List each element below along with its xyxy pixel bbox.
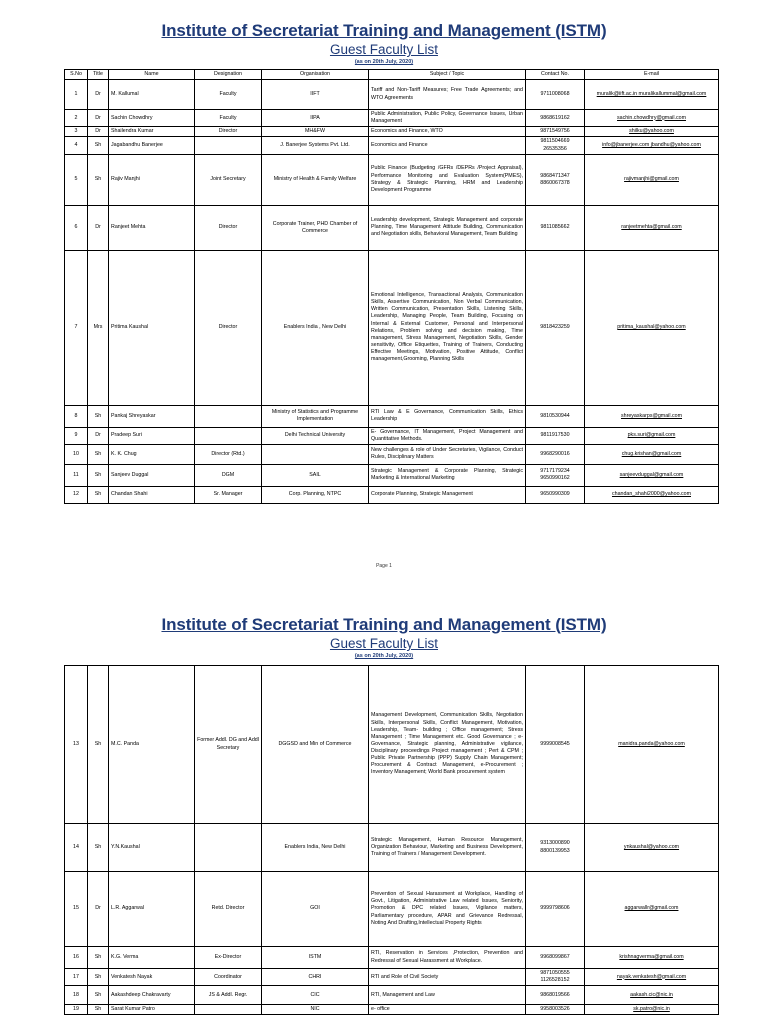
document-page-2 [0, 600, 768, 1024]
cell-sno: 3 [65, 127, 88, 137]
cell-contact: 9999008545 [526, 666, 585, 824]
cell-email[interactable]: pritima_kaushal@yahoo.com [585, 250, 719, 405]
cell-subject: Corporate Planning, Strategic Management [369, 486, 526, 503]
cell-sno: 12 [65, 486, 88, 503]
cell-subject: Public Finance (Budgeting /GFRs /DEPRs /Project Appraisal), Performance Monitoring and Evaluation System(PMES), Strategy & Strategic Planning, HRM and Leadership Development Programme [369, 154, 526, 205]
cell-name: Shailendra Kumar [109, 127, 195, 137]
table-header-row [65, 70, 719, 80]
cell-name: Chandan Shahi [109, 486, 195, 503]
cell-organisation: Enablers India, New Delhi [262, 824, 369, 872]
as-on-date: (as on 20th July, 2020) [354, 653, 414, 659]
cell-sno: 16 [65, 947, 88, 969]
cell-organisation: IIFT [262, 80, 369, 110]
cell-name: M.C. Panda [109, 666, 195, 824]
table-row [65, 137, 719, 154]
cell-contact: 9871050555 1126528152 [526, 969, 585, 986]
cell-organisation: Enablers India , New Delhi [262, 250, 369, 405]
cell-subject: Prevention of Sexual Harassment at Workplace, Handling of Govt., Litigation, Administrative Law related Issues, Seniority, Promotion & DPC related Issues, Vigilance matters, Parliamentary procedure, APAR and Grievance Redressal, Noting And Drafting,Intellectual Property Rights [369, 872, 526, 947]
cell-contact: 9871549756 [526, 127, 585, 137]
cell-name: Sachin Chowdhry [109, 110, 195, 127]
cell-email[interactable]: sk.patro@nic.in [585, 1005, 719, 1015]
cell-name: Pritima Kaushal [109, 250, 195, 405]
cell-contact: 9868619162 [526, 110, 585, 127]
table-row [65, 947, 719, 969]
cell-sno: 14 [65, 824, 88, 872]
cell-organisation: CHRI [262, 969, 369, 986]
cell-sno: 15 [65, 872, 88, 947]
cell-subject: RTI, Management and Law [369, 986, 526, 1005]
table-row [65, 464, 719, 486]
cell-contact: 9968099867 [526, 947, 585, 969]
cell-subject: e- office [369, 1005, 526, 1015]
cell-sno: 10 [65, 444, 88, 464]
table-row [65, 666, 719, 824]
document-subtitle: Guest Faculty List [329, 42, 439, 57]
header-contact: Contact No. [526, 70, 585, 80]
cell-organisation: Ministry of Health & Family Welfare [262, 154, 369, 205]
document-title: Institute of Secretariat Training and Management (ISTM) [161, 615, 607, 634]
cell-name: K. K. Chug [109, 444, 195, 464]
cell-subject: Economics and Finance [369, 137, 526, 154]
cell-organisation: IIPA [262, 110, 369, 127]
document-subtitle: Guest Faculty List [329, 636, 439, 651]
cell-designation [195, 137, 262, 154]
header-name: Name [109, 70, 195, 80]
cell-designation: Ex-Director [195, 947, 262, 969]
cell-email[interactable]: info@jbanerjee.com jbandhu@yahoo.com [585, 137, 719, 154]
cell-title: Sh [88, 947, 109, 969]
cell-organisation: Corp. Planning, NTPC [262, 486, 369, 503]
cell-sno: 1 [65, 80, 88, 110]
cell-sno: 7 [65, 250, 88, 405]
cell-organisation: Corporate Trainer, PHD Chamber of Commerce [262, 205, 369, 250]
cell-title: Sh [88, 986, 109, 1005]
cell-contact: 9868019566 [526, 986, 585, 1005]
cell-sno: 2 [65, 110, 88, 127]
faculty-table [64, 665, 719, 1015]
page-number: Page 1 [376, 563, 392, 569]
cell-title: Dr [88, 110, 109, 127]
cell-organisation: J. Banerjee Systems Pvt. Ltd. [262, 137, 369, 154]
cell-sno: 6 [65, 205, 88, 250]
cell-designation [195, 824, 262, 872]
cell-organisation: GOI [262, 872, 369, 947]
cell-organisation: NIC [262, 1005, 369, 1015]
header-title: Title [88, 70, 109, 80]
table-row [65, 110, 719, 127]
cell-organisation [262, 444, 369, 464]
cell-subject: Leadership development, Strategic Management and corporate Planning, Time Management Attitude Building, Communication and Negotiation skills, Behavioral Management, Team Building [369, 205, 526, 250]
faculty-table [64, 69, 719, 504]
cell-subject: New challenges & role of Under Secretaries, Vigilance, Conduct Rules, Disciplinary Matters [369, 444, 526, 464]
cell-title: Sh [88, 154, 109, 205]
cell-title: Sh [88, 1005, 109, 1015]
cell-designation: DGM [195, 464, 262, 486]
cell-sno: 8 [65, 405, 88, 427]
table-row [65, 486, 719, 503]
cell-title: Sh [88, 969, 109, 986]
cell-organisation: CIC [262, 986, 369, 1005]
cell-email[interactable]: muralik@iift.ac.in muralikallummal@gmail.com [585, 80, 719, 110]
cell-name: Rajiv Manjhi [109, 154, 195, 205]
cell-designation: JS & Addl. Regr. [195, 986, 262, 1005]
table-row [65, 444, 719, 464]
cell-email[interactable]: aggarwallr@gmail.com [585, 872, 719, 947]
cell-organisation: Ministry of Statistics and Programme Implementation [262, 405, 369, 427]
table-row [65, 872, 719, 947]
cell-email[interactable]: nayak.venkatesh@gmail.com [585, 969, 719, 986]
cell-designation: Former Addl. DG and Addl Secretary [195, 666, 262, 824]
cell-email[interactable]: chandan_shahi2000@yahoo.com [585, 486, 719, 503]
cell-title: Sh [88, 137, 109, 154]
cell-designation: Director (Rtd.) [195, 444, 262, 464]
cell-organisation: Delhi Technical University [262, 427, 369, 444]
cell-contact: 9968290016 [526, 444, 585, 464]
cell-subject: Strategic Management & Corporate Planning, Strategic Marketing & International Marketing [369, 464, 526, 486]
cell-title: Dr [88, 427, 109, 444]
cell-contact: 9818423259 [526, 250, 585, 405]
cell-sno: 9 [65, 427, 88, 444]
cell-subject: Emotional Intelligence, Transactional Analysis, Communication Skills, Assertive Communication, Non Verbal Communication, Written Communication, Presentation Skills, Listening Skills, Leadership, Managing People, Team Building, Focusing on Internal & External Customer, Personal and Interpersonal Relations, Problem solving and decision making, Time management, Stress Management, Negotiation Skills, Gender sensitivity, Office Etiquettes, Training of Trainers, Conducting Effective Meetings, Motivation, Positive Attitude, Conflict management,Grooming, Planning Skills [369, 250, 526, 405]
cell-sno: 18 [65, 986, 88, 1005]
cell-email[interactable]: sanjeevduggal@gmail.com [585, 464, 719, 486]
cell-name: M. Kallumal [109, 80, 195, 110]
cell-name: K.G. Verma [109, 947, 195, 969]
table-row [65, 969, 719, 986]
cell-subject: Economics and Finance, WTO [369, 127, 526, 137]
cell-email[interactable]: manidra.panda@yahoo.com [585, 666, 719, 824]
table-row [65, 405, 719, 427]
cell-title: Mrs [88, 250, 109, 405]
cell-organisation: SAIL [262, 464, 369, 486]
cell-subject: E- Governance, IT Management, Project Management and Quantitative Methods. [369, 427, 526, 444]
cell-contact: 9811504669 26535356 [526, 137, 585, 154]
cell-name: Sarat Kumar Patro [109, 1005, 195, 1015]
cell-designation: Retd. Director [195, 872, 262, 947]
cell-designation [195, 1005, 262, 1015]
table-row [65, 1005, 719, 1015]
cell-name: Sanjeev Duggal [109, 464, 195, 486]
table-row [65, 205, 719, 250]
cell-name: Pankaj Shreyaskar [109, 405, 195, 427]
table-row [65, 250, 719, 405]
cell-name: Venkatesh Nayak [109, 969, 195, 986]
cell-subject: RTI, Reservation in Services ,Protection, Prevention and Redressal of Sexual Harassment at Workplace. [369, 947, 526, 969]
cell-organisation: DGGSD and Min of Commerce [262, 666, 369, 824]
cell-title: Sh [88, 486, 109, 503]
cell-email[interactable]: krishnagverma@gmail.com [585, 947, 719, 969]
cell-title: Sh [88, 405, 109, 427]
cell-email[interactable]: shilku@yahoo.com [585, 127, 719, 137]
cell-contact: 9999798606 [526, 872, 585, 947]
as-on-date: (as on 20th July, 2020) [354, 59, 414, 65]
cell-name: Pradeep Suri [109, 427, 195, 444]
table-row [65, 427, 719, 444]
header-email: E-mail [585, 70, 719, 80]
cell-contact: 9650990309 [526, 486, 585, 503]
header-organisation: Organisation [262, 70, 369, 80]
cell-name: Aakashdeep Chakravarty [109, 986, 195, 1005]
cell-sno: 4 [65, 137, 88, 154]
cell-subject: Management Development, Communication Skills, Negotiation Skills, Interpersonal Skills, Conflict Management, Motivation, Leadership, Team- building ; Office management; Stress Management ; Time Management etc. Good Governance ; e-Governance, Strategic planning, Administrative vigilance, Disciplinary proceedings Project management ; Pert & CPM ; Public Private Partnership (PPP) Supply Chain Management; Procurement & Contract Management, e-Procurement ; Inventory Management; World Bank procurement system [369, 666, 526, 824]
cell-designation: Coordinator [195, 969, 262, 986]
cell-name: L.R. Aggarwal [109, 872, 195, 947]
cell-email[interactable]: sachin.chowdhry@gmail.com [585, 110, 719, 127]
cell-designation [195, 405, 262, 427]
cell-designation: Faculty [195, 110, 262, 127]
table-row [65, 154, 719, 205]
cell-organisation: MH&FW [262, 127, 369, 137]
cell-contact: 9811085662 [526, 205, 585, 250]
cell-designation: Faculty [195, 80, 262, 110]
cell-designation: Director [195, 127, 262, 137]
cell-sno: 11 [65, 464, 88, 486]
cell-name: Ranjeet Mehta [109, 205, 195, 250]
cell-sno: 17 [65, 969, 88, 986]
cell-subject: Strategic Management, Human Resource Management, Organization Behaviour, Marketing and Business Development, Training of Trainers / Management Development. [369, 824, 526, 872]
cell-subject: Public Administration, Public Policy, Governance Issues, Urban Management [369, 110, 526, 127]
cell-designation: Director [195, 205, 262, 250]
cell-title: Dr [88, 80, 109, 110]
cell-title: Sh [88, 444, 109, 464]
table-row [65, 824, 719, 872]
cell-designation [195, 427, 262, 444]
document-title: Institute of Secretariat Training and Management (ISTM) [161, 21, 607, 40]
cell-title: Sh [88, 824, 109, 872]
cell-contact: 9711008068 [526, 80, 585, 110]
cell-sno: 5 [65, 154, 88, 205]
table-row [65, 127, 719, 137]
cell-contact: 9868471347 8860067378 [526, 154, 585, 205]
cell-email[interactable]: ynkaushal@yahoo.com [585, 824, 719, 872]
cell-title: Dr [88, 127, 109, 137]
cell-email[interactable]: rajivmanjhi@gmail.com [585, 154, 719, 205]
cell-designation: Director [195, 250, 262, 405]
header-sno: S.No [65, 70, 88, 80]
table-row [65, 986, 719, 1005]
cell-subject: RTI Law & E Governance, Communication Skills, Ethics Leadership [369, 405, 526, 427]
cell-title: Sh [88, 464, 109, 486]
cell-title: Dr [88, 205, 109, 250]
cell-email[interactable]: pks.suri@gmail.com [585, 427, 719, 444]
table-row [65, 80, 719, 110]
cell-organisation: ISTM [262, 947, 369, 969]
cell-designation: Joint Secretary [195, 154, 262, 205]
cell-sno: 19 [65, 1005, 88, 1015]
header-subject: Subject / Topic [369, 70, 526, 80]
cell-contact: 9811917530 [526, 427, 585, 444]
cell-contact: 9810530944 [526, 405, 585, 427]
cell-title: Sh [88, 666, 109, 824]
cell-subject: RTI and Role of Civil Society [369, 969, 526, 986]
cell-email[interactable]: aakash.cic@nic.in [585, 986, 719, 1005]
cell-contact: 9717179234 9650990162 [526, 464, 585, 486]
header-designation: Designation [195, 70, 262, 80]
cell-contact: 9313000890 8800139953 [526, 824, 585, 872]
cell-name: Y.N.Kaushal [109, 824, 195, 872]
cell-email[interactable]: shreyaskarps@gmail.com [585, 405, 719, 427]
cell-name: Jagabandhu Banerjee [109, 137, 195, 154]
cell-contact: 9958003526 [526, 1005, 585, 1015]
cell-designation: Sr. Manager [195, 486, 262, 503]
cell-email[interactable]: chug.krishan@gmail.com [585, 444, 719, 464]
cell-subject: Tariff and Non-Tariff Measures; Free Trade Agreements; and WTO Agreements [369, 80, 526, 110]
cell-sno: 13 [65, 666, 88, 824]
cell-email[interactable]: ranjeetmehta@gmail.com [585, 205, 719, 250]
cell-title: Dr [88, 872, 109, 947]
